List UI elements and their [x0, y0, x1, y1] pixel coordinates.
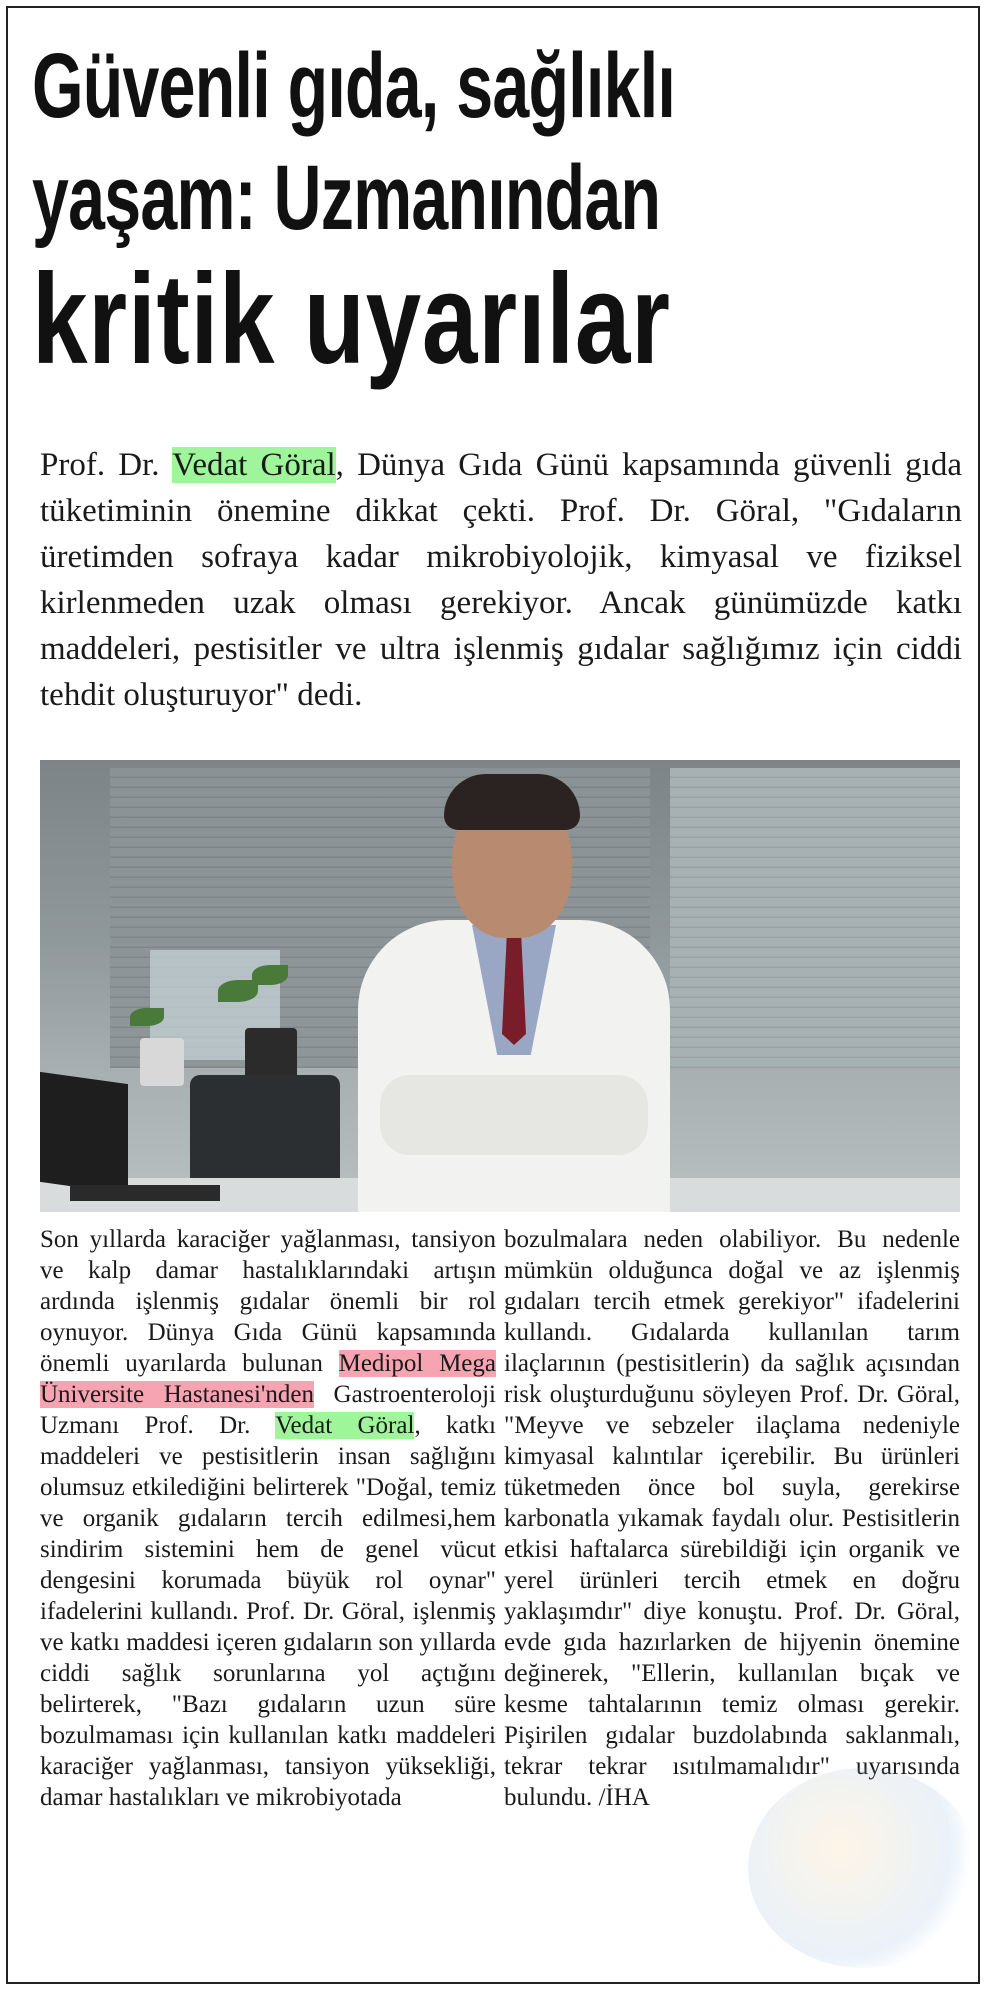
- body-right-text: bozulmalara neden olabiliyor. Bu nedenle mümkün olduğunca doğal ve az işlenmiş gıdaları tercih etmek gerekiyor" ifadelerini kullandı. Gıdalarda kullanılan tarım ilaçlarının (pestisitlerin) da sağlık açısından risk oluşturduğunu söyleyen Prof. Dr. Göral, "Meyve ve sebzeler ilaçlama nedeniyle kimyasal kalıntılar içerebilir. Bu ürünleri tüketmeden önce bol suyla, gerekirse karbonatla yıkamak faydalı olur. Pestisitlerin etkisi haftalarca sürebildiği için organik ve yerel ürünleri tercih etmek en doğru yaklaşımdır" diye konuştu. Prof. Dr. Göral, evde gıda hazırlarken de hijyenin önemine değinerek, "Ellerin, kullanılan bıçak ve kesme tahtalarının temiz olması gerekir. Pişirilen gıdalar buzdolabında saklanmalı, tekrar tekrar ısıtılmamalıdır" uyarısında bulundu. /İHA: [504, 1226, 960, 1811]
- body-column-right: [504, 1224, 960, 1813]
- window-blinds-right: [670, 768, 960, 1068]
- body-left-text-1: Son yıllarda karaciğer yağlanması, tansiyon ve kalp damar hastalıklarındaki artışın ardında işlenmiş gıdalar önemli bir rol oynuyor. Dünya Gıda Günü kapsamında önemli uyarılarda bulunan: [40, 1226, 496, 1377]
- headline: [32, 30, 962, 391]
- doctor-hair: [444, 774, 580, 830]
- plant-leaf: [130, 1008, 164, 1026]
- lead-paragraph: [40, 442, 962, 718]
- plant-leaf: [252, 965, 288, 985]
- plant-pot-white: [140, 1038, 184, 1086]
- lead-highlighted-name: Vedat Göral: [172, 447, 336, 483]
- lead-text-before: Prof. Dr.: [40, 447, 173, 483]
- headline-line-2: yaşam: Uzmanından: [32, 147, 661, 249]
- watermark-logo: [748, 1768, 978, 1968]
- hospital-highlight: Medipol Mega Üniversite Hastanesi'nden: [40, 1350, 496, 1408]
- headline-line-1: Güvenli gıda, sağlıklı: [32, 35, 676, 137]
- office-chair: [190, 1075, 340, 1185]
- body-left-text-2: Gastroenteroloji Uzmanı Prof. Dr.: [40, 1381, 497, 1439]
- computer-monitor: [40, 1072, 128, 1194]
- doctor-crossed-arms: [380, 1075, 648, 1155]
- body-highlighted-name: Vedat Göral: [275, 1412, 415, 1439]
- article-photo: [40, 760, 960, 1212]
- newspaper-clipping: [6, 6, 980, 1984]
- headline-line-3: kritik uyarılar: [32, 248, 671, 391]
- lead-text-after: , Dünya Gıda Günü kapsamında güvenli gıda tüketiminin önemine dikkat çekti. Prof. Dr. Göral, "Gıdaların üretimden sofraya kadar mikrobiyolojik, kimyasal ve fiziksel kirlenmeden uzak olması gerekiyor. Ancak günümüzde katkı maddeleri, pestisitler ve ultra işlenmiş gıdalar sağlığımız için ciddi tehdit oluşturuyor" dedi.: [40, 447, 962, 713]
- body-left-text-3: , katkı maddeleri ve pestisitlerin insan sağlığını olumsuz etkilediğini belirterek "Doğal, temiz ve organik gıdaların tercih edilmesi,hem sindirim sistemini hem de genel vücut dengesini korumada büyük rol oynar" ifadelerini kullandı. Prof. Dr. Göral, işlenmiş ve katkı maddesi içeren gıdaların son yıllarda ciddi sağlık sorunlarına yol açtığını belirterek, "Bazı gıdaların uzun süre bozulmaması için kullanılan katkı maddeleri karaciğer yağlanması, tansiyon yüksekliği, damar hastalıkları ve mikrobiyotada: [40, 1412, 497, 1811]
- body-column-left: [40, 1224, 496, 1813]
- keyboard: [70, 1185, 220, 1201]
